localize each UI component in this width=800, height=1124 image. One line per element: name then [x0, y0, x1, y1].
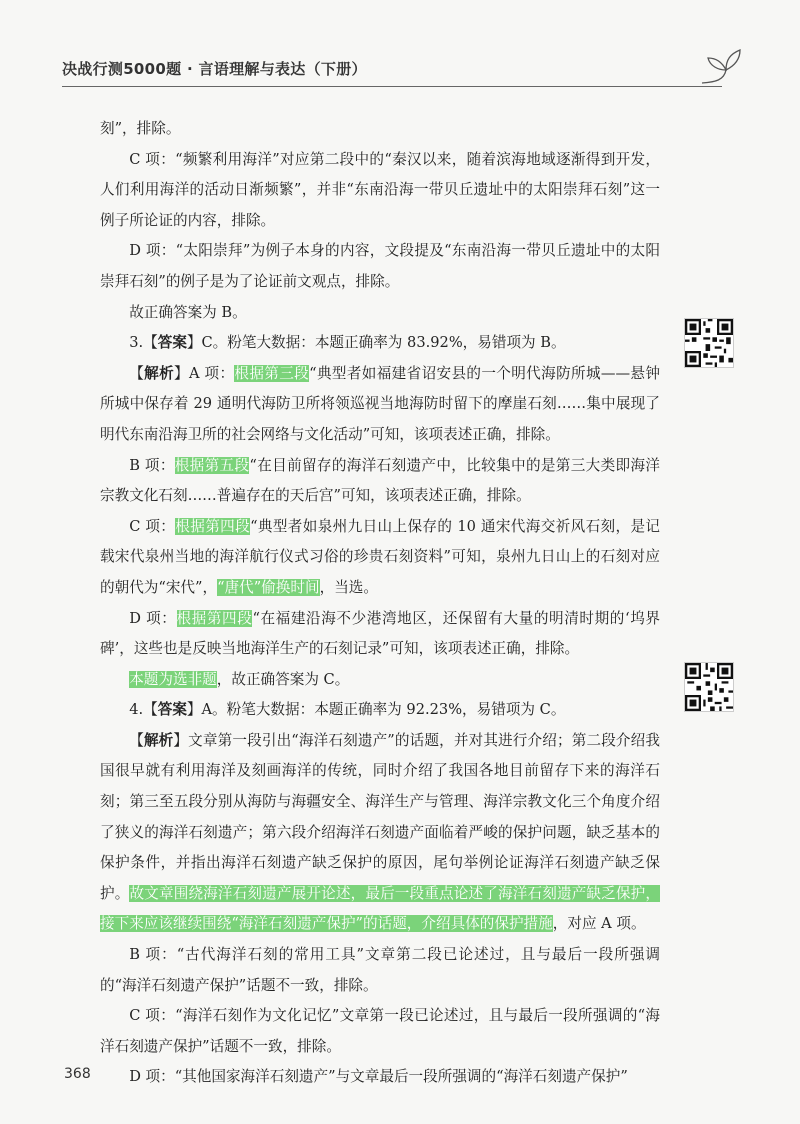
text-span: 故正确答案为 B。: [129, 303, 247, 321]
text-span: 3.【: [129, 334, 158, 352]
highlighted-text: 本题为选非题: [129, 670, 217, 688]
text-span: C 项：: [129, 517, 176, 535]
bold-label: 解析: [144, 364, 175, 382]
text-span: “在目前留存的海洋石刻遗产中，比较集中的是第三大类即海洋宗教文化石刻……普遍存在的天后宫”可知，该项表述正确，排除。: [100, 456, 660, 505]
paragraph: [100, 145, 660, 237]
sprout-icon: [700, 44, 746, 84]
text-span: 【: [129, 364, 145, 382]
text-span: “典型者如福建省诏安县的一个明代海防所城——悬钟所城中保存着 29 通明代海防卫所将领巡视当地海防时留下的摩崖石刻……集中展现了明代东南沿海卫所的社会网络与文化活动”可知，该项表述正确，排除。: [100, 364, 660, 443]
page-header-title: 决战行测5000题 · 言语理解与表达（下册）: [62, 60, 367, 78]
text-span: B 项：“古代海洋石刻的常用工具”文章第二段已论述过，且与最后一段所强调的“海洋石刻遗产保护”话题不一致，排除。: [100, 946, 660, 994]
paragraph: [100, 665, 660, 696]
text-span: C 项：“海洋石刻作为文化记忆”文章第一段已论述过，且与最后一段所强调的“海洋石刻遗产保护”话题不一致，排除。: [100, 1007, 660, 1055]
text-span: 】A。粉笔大数据：本题正确率为 92.23%，易错项为 C。: [186, 701, 566, 719]
highlighted-text: 根据第四段: [176, 609, 253, 627]
highlighted-text: 根据第五段: [174, 456, 250, 474]
text-span: “在福建沿海不少港湾地区，还保留有大量的明清时期的‘坞界碑’，这些也是反映当地海洋生产的石刻记录”可知，该项表述正确，排除。: [100, 609, 660, 658]
paragraph: [100, 604, 660, 665]
paragraph: [100, 298, 660, 329]
text-span: ，对应 A 项。: [552, 915, 646, 933]
paragraph: [100, 726, 660, 940]
highlighted-text: 根据第四段: [175, 517, 251, 535]
text-span: ，当选。: [319, 578, 378, 596]
text-span: “典型者如泉州九日山上保存的 10 通宋代海交祈风石刻，是记载宋代泉州当地的海洋航行仪式习俗的珍贵石刻资料”可知，泉州九日山上的石刻对应的朝代为“宋代”，: [100, 517, 660, 596]
text-span: 【: [129, 731, 144, 749]
qr-code-icon[interactable]: [684, 662, 734, 712]
paragraph: [100, 695, 660, 726]
paragraph: [100, 512, 660, 604]
paragraph: [100, 940, 660, 1001]
text-span: ，故正确答案为 C。: [216, 670, 350, 688]
bold-label: 答案: [157, 334, 187, 352]
paragraph: [100, 451, 660, 512]
bold-label: 解析: [143, 731, 174, 749]
paragraph: [100, 328, 660, 359]
text-span: D 项：: [129, 609, 177, 627]
text-span: 4.【: [129, 701, 158, 719]
paragraph: [100, 1062, 660, 1093]
paragraph: [100, 236, 660, 297]
qr-code-icon[interactable]: [684, 318, 734, 368]
paragraph: [100, 1001, 660, 1062]
page-number: 368: [64, 1066, 91, 1082]
text-span: D 项：“其他国家海洋石刻遗产”与文章最后一段所强调的“海洋石刻遗产保护”: [129, 1068, 628, 1086]
text-span: 】文章第一段引出“海洋石刻遗产”的话题，并对其进行介绍；第二段介绍我国很早就有利用海洋及刻画海洋的传统，同时介绍了我国各地目前留存下来的海洋石刻；第三至五段分别从海防与海疆安全、海洋生产与管理、海洋宗教文化三个角度介绍了狭义的海洋石刻遗产；第六段介绍海洋石刻遗产面临着严峻的保护问题，缺乏基本的保护条件，并指出海洋石刻遗产缺乏保护的原因，尾句举例论证海洋石刻遗产缺乏保护。: [100, 731, 660, 902]
paragraph: [100, 114, 660, 145]
page-body: [100, 114, 660, 1093]
header-divider: [62, 86, 722, 87]
text-span: 】A 项：: [174, 364, 235, 382]
text-span: 刻”，排除。: [100, 120, 181, 137]
text-span: D 项：“太阳崇拜”为例子本身的内容，文段提及“东南沿海一带贝丘遗址中的太阳崇拜石刻”的例子是为了论证前文观点，排除。: [100, 242, 660, 290]
text-span: 】C。粉笔大数据：本题正确率为 83.92%，易错项为 B。: [186, 334, 566, 352]
highlighted-text: 故文章围绕海洋石刻遗产展开论述，最后一段重点论述了海洋石刻遗产缺乏保护，接下来应该继续围绕“海洋石刻遗产保护”的话题，介绍具体的保护措施: [100, 884, 660, 933]
bold-label: 答案: [157, 701, 187, 719]
highlighted-text: “唐代”偷换时间: [217, 578, 320, 596]
text-span: B 项：: [129, 456, 175, 474]
text-span: C 项：“频繁利用海洋”对应第二段中的“秦汉以来，随着滨海地域逐渐得到开发，人们利用海洋的活动日渐频繁”，并非“东南沿海一带贝丘遗址中的太阳崇拜石刻”这一例子所论证的内容，排除。: [100, 150, 660, 229]
paragraph: [100, 359, 660, 451]
highlighted-text: 根据第三段: [234, 364, 310, 382]
